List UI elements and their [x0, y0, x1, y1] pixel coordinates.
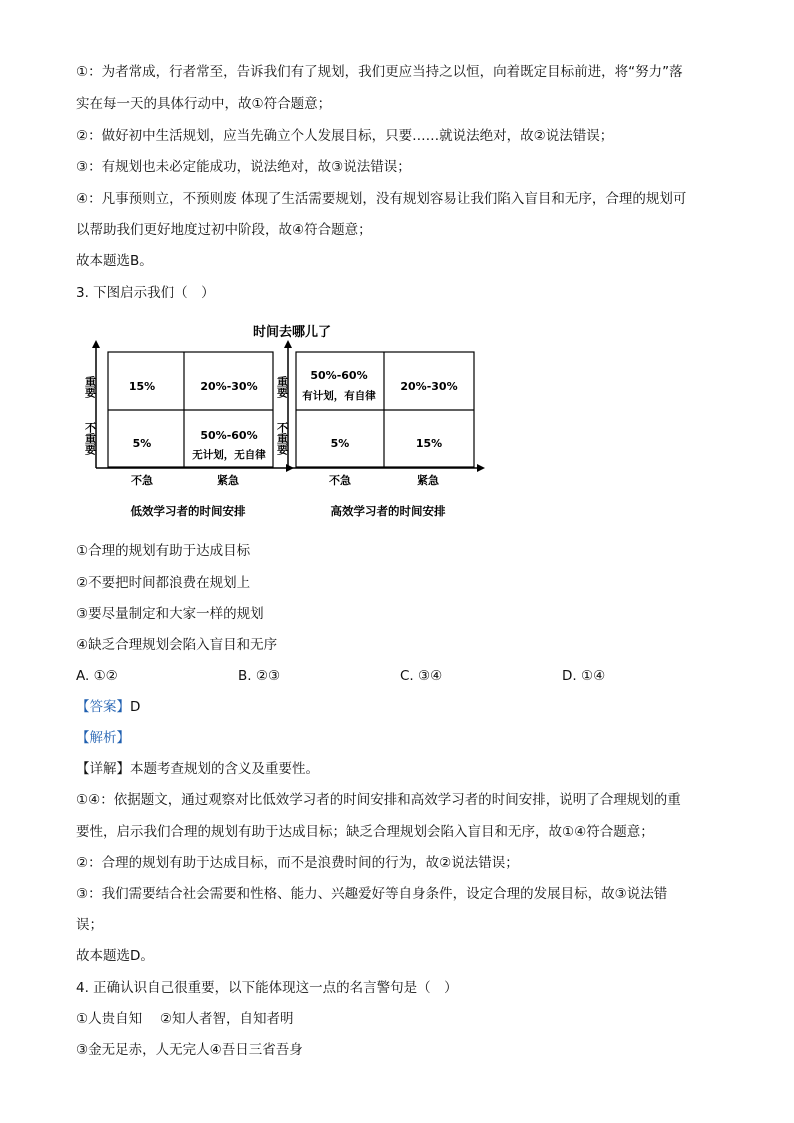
left-cell-3: 5% [132, 437, 152, 450]
left-panel [84, 340, 295, 518]
time-allocation-diagram [76, 318, 506, 528]
q4-line-2: ③金无足赤，人无完人④吾日三省吾身 [76, 1042, 303, 1058]
paragraph-line: 以帮助我们更好地度过初中阶段，故④符合题意； [76, 222, 372, 238]
explain-line: 要性，启示我们合理的规划有助于达成目标；缺乏合理规划会陷入盲目和无序，故①④符合题意； [76, 824, 654, 840]
left-cell-2: 20%-30% [200, 380, 258, 393]
right-cell-3: 5% [330, 437, 350, 450]
answer-value: D [130, 699, 141, 715]
detail-tag: 【详解】 [76, 761, 130, 777]
explain-line: ①④：依据题文，通过观察对比低效学习者的时间安排和高效学习者的时间安排，说明了合理规划的重 [76, 792, 681, 808]
paragraph-line: ①：为者常成，行者常至，告诉我们有了规划，我们更应当持之以恒，向着既定目标前进，将“努力”落 [76, 64, 683, 80]
left-caption: 低效学习者的时间安排 [130, 504, 246, 518]
figure-title: 时间去哪儿了 [252, 325, 332, 340]
right-cell-4: 15% [415, 437, 443, 450]
paragraph-line: 故本题选B。 [76, 253, 153, 269]
answer-tag: 【答案】 [76, 699, 130, 715]
question-4-stem: 4. 正确认识自己很重要，以下能体现这一点的名言警句是（ ） [76, 980, 458, 996]
right-x-arrow-icon [477, 464, 485, 472]
question-3-stem: 3. 下图启示我们（ ） [76, 285, 215, 301]
right-cell-1-note: 有计划，有自律 [302, 390, 376, 402]
explain-line: 误； [76, 917, 103, 933]
right-y-bottom-label: 不重要 [275, 422, 289, 455]
left-cell-4-note: 无计划，无自律 [192, 449, 266, 461]
paragraph-line: ③：有规划也未必定能成功，说法绝对，故③说法错误； [76, 159, 411, 175]
explain-line: ②：合理的规划有助于达成目标，而不是浪费时间的行为，故②说法错误； [76, 855, 519, 871]
paragraph-line: ④：凡事预则立，不预则废 体现了生活需要规划，没有规划容易让我们陷入盲目和无序，合理的规划可 [76, 191, 687, 207]
right-y-top-label: 重要 [275, 376, 289, 398]
detail-text: 本题考查规划的含义及重要性。 [130, 761, 319, 777]
q4-line-1: ①人贵自知 ②知人者智，自知者明 [76, 1011, 294, 1027]
left-cell-4: 50%-60% [200, 429, 258, 442]
right-cell-2: 20%-30% [400, 380, 458, 393]
right-x-left-label: 不急 [329, 474, 351, 487]
paragraph-line: ②：做好初中生活规划，应当先确立个人发展目标，只要……就说法绝对，故②说法错误； [76, 128, 614, 144]
analysis-tag: 【解析】 [76, 730, 130, 746]
q3-item-2: ②不要把时间都浪费在规划上 [76, 575, 251, 591]
q3-item-4: ④缺乏合理规划会陷入盲目和无序 [76, 637, 278, 653]
left-cell-1: 15% [128, 380, 156, 393]
right-caption: 高效学习者的时间安排 [330, 504, 446, 518]
explain-line: 故本题选D。 [76, 948, 154, 964]
right-cell-1: 50%-60% [310, 369, 368, 382]
option-b: B. ②③ [238, 668, 281, 684]
right-x-right-label: 紧急 [417, 474, 439, 487]
paragraph-line: 实在每一天的具体行动中，故①符合题意； [76, 96, 332, 112]
q3-item-3: ③要尽量制定和大家一样的规划 [76, 606, 264, 622]
left-x-left-label: 不急 [131, 474, 153, 487]
q3-item-1: ①合理的规划有助于达成目标 [76, 543, 251, 559]
option-d: D. ①④ [562, 668, 606, 684]
right-panel [276, 340, 486, 518]
detail-line [76, 759, 726, 779]
analysis-line [76, 728, 726, 748]
left-y-top-label: 重要 [83, 376, 97, 398]
left-y-bottom-label: 不重要 [83, 422, 97, 455]
option-a: A. ①② [76, 668, 118, 684]
answer-line [76, 697, 726, 717]
right-y-arrow-icon [284, 340, 292, 348]
left-y-arrow-icon [92, 340, 100, 348]
left-x-right-label: 紧急 [217, 474, 239, 487]
explain-line: ③：我们需要结合社会需要和性格、能力、兴趣爱好等自身条件，设定合理的发展目标，故③说法错 [76, 886, 668, 902]
option-c: C. ③④ [400, 668, 443, 684]
time-allocation-figure [76, 318, 506, 528]
